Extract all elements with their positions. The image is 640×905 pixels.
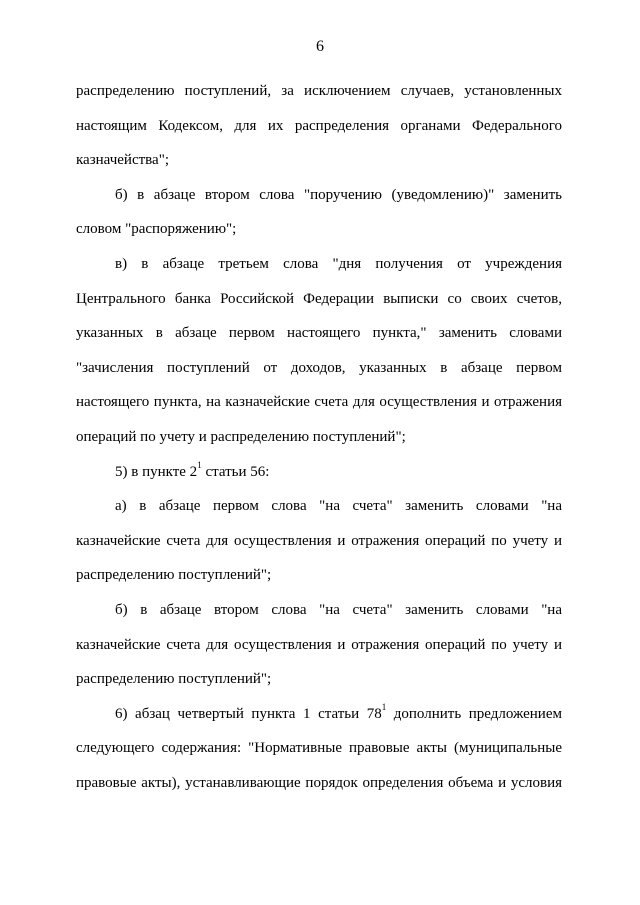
paragraph — [76, 697, 562, 801]
text-line: настоящим Кодексом, для их распределения органами Федерального — [76, 117, 562, 134]
text-line — [76, 697, 562, 732]
text-line: Центрального банка Российской Федерации выписки со своих счетов, — [76, 290, 562, 307]
text-line: а) в абзаце первом слова "на счета" заменить словами "на — [115, 498, 562, 515]
paragraph — [76, 455, 562, 490]
text-line: распределению поступлений"; — [76, 671, 272, 688]
text-line: следующего содержания: "Нормативные правовые акты (муниципальные — [76, 740, 562, 757]
document-body — [76, 74, 562, 800]
text-fragment: 5) в пункте 2 — [115, 463, 198, 480]
text-line: б) в абзаце втором слова "поручению (уведомлению)" заменить — [115, 186, 562, 203]
text-line: распределению поступлений, за исключением случаев, установленных — [76, 83, 562, 99]
paragraph — [76, 178, 562, 247]
text-line: правовые акты), устанавливающие порядок определения объема и условия — [76, 774, 562, 791]
text-line: б) в абзаце втором слова "на счета" заменить словами "на — [115, 601, 562, 618]
text-line: казначейства"; — [76, 152, 170, 169]
text-line: настоящего пункта, на казначейские счета для осуществления и отражения — [76, 394, 562, 411]
paragraph — [76, 74, 562, 178]
text-line: казначейские счета для осуществления и отражения операций по учету и — [76, 636, 562, 653]
text-fragment: статьи 56: — [201, 463, 270, 480]
text-line: указанных в абзаце первом настоящего пункта," заменить словами — [76, 325, 562, 342]
page-number: 6 — [316, 38, 324, 55]
superscript: 1 — [197, 459, 202, 470]
text-line: в) в абзаце третьем слова "дня получения от учреждения — [115, 255, 562, 272]
superscript: 1 — [381, 701, 387, 712]
paragraph — [76, 489, 562, 593]
text-line — [76, 455, 562, 490]
text-line: "зачисления поступлений от доходов, указанных в абзаце первом — [76, 359, 562, 376]
paragraph — [76, 593, 562, 697]
text-fragment: 6) абзац четвертый пункта 1 статьи 78 — [115, 705, 382, 722]
text-line: распределению поступлений"; — [76, 567, 272, 584]
text-line: казначейские счета для осуществления и отражения операций по учету и — [76, 532, 562, 549]
text-line: словом "распоряжению"; — [76, 221, 237, 238]
text-line: операций по учету и распределению поступлений"; — [76, 428, 406, 445]
text-fragment: дополнить предложением — [386, 705, 562, 722]
paragraph — [76, 247, 562, 455]
